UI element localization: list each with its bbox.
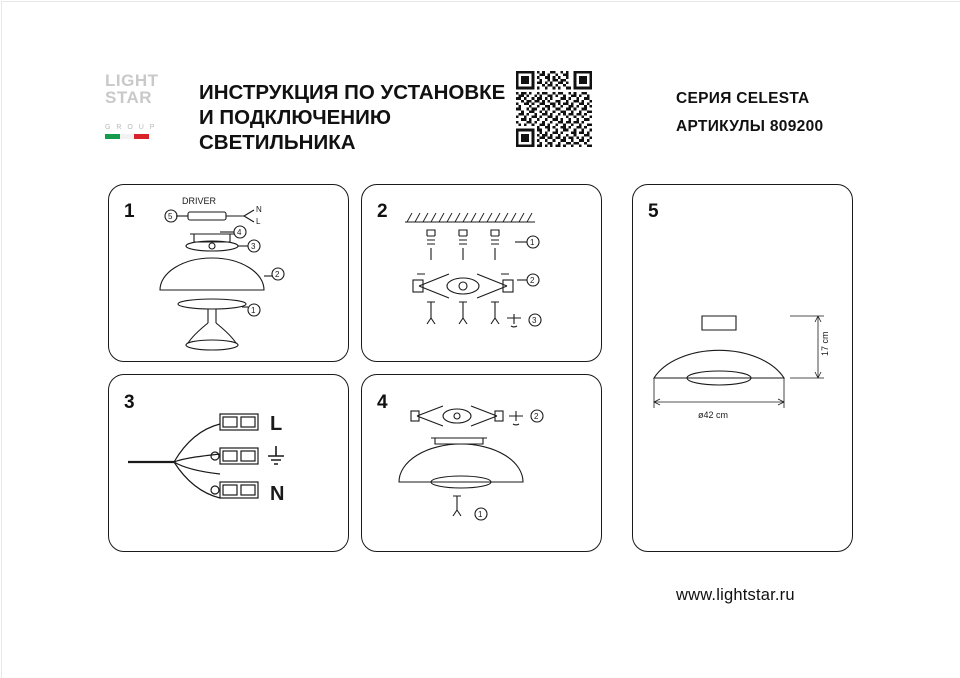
series-label: СЕРИЯ CELESTA <box>676 90 810 107</box>
step-number-3: 3 <box>124 392 135 413</box>
step-3-illustration <box>120 400 340 540</box>
italian-flag-icon <box>105 134 149 139</box>
page-title: ИНСТРУКЦИЯ ПО УСТАНОВКЕ И ПОДКЛЮЧЕНИЮ СВЕТИЛЬНИКА <box>199 81 506 154</box>
diameter-dimension-label: ø42 cm <box>698 410 729 420</box>
svg-text:N: N <box>256 205 262 214</box>
step-number-1: 1 <box>124 201 135 222</box>
logo-group-text: G R O U P <box>105 124 157 131</box>
brand-logo <box>105 72 183 144</box>
svg-text:4: 4 <box>237 228 242 237</box>
step-1-illustration <box>130 188 340 358</box>
svg-text:L: L <box>256 217 261 226</box>
driver-label: DRIVER <box>182 196 217 206</box>
logo-line-1: LIGHT <box>105 71 159 90</box>
height-dimension-label: 17 cm <box>820 331 830 356</box>
svg-text:1: 1 <box>251 306 256 315</box>
svg-text:2: 2 <box>534 412 539 421</box>
svg-text:1: 1 <box>530 238 535 247</box>
svg-text:3: 3 <box>251 242 256 251</box>
step-2-illustration <box>383 190 593 350</box>
step-5-illustration <box>640 290 845 440</box>
product-info <box>676 85 823 141</box>
website-url[interactable]: www.lightstar.ru <box>676 586 795 604</box>
article-label: АРТИКУЛЫ 809200 <box>676 118 824 135</box>
header <box>0 0 960 165</box>
svg-text:1: 1 <box>478 510 483 519</box>
step-number-5: 5 <box>648 201 659 222</box>
logo-wordmark <box>105 72 183 106</box>
svg-text:3: 3 <box>532 316 537 325</box>
svg-text:2: 2 <box>530 276 535 285</box>
terminal-label-l: L <box>270 413 283 435</box>
qr-code-icon <box>516 71 592 147</box>
step-number-2: 2 <box>377 201 388 222</box>
logo-line-2: STAR <box>105 88 153 107</box>
step-number-4: 4 <box>377 392 388 413</box>
svg-text:5: 5 <box>168 212 173 221</box>
step-4-illustration <box>385 390 585 540</box>
terminal-label-n: N <box>270 483 285 505</box>
svg-text:2: 2 <box>275 270 280 279</box>
